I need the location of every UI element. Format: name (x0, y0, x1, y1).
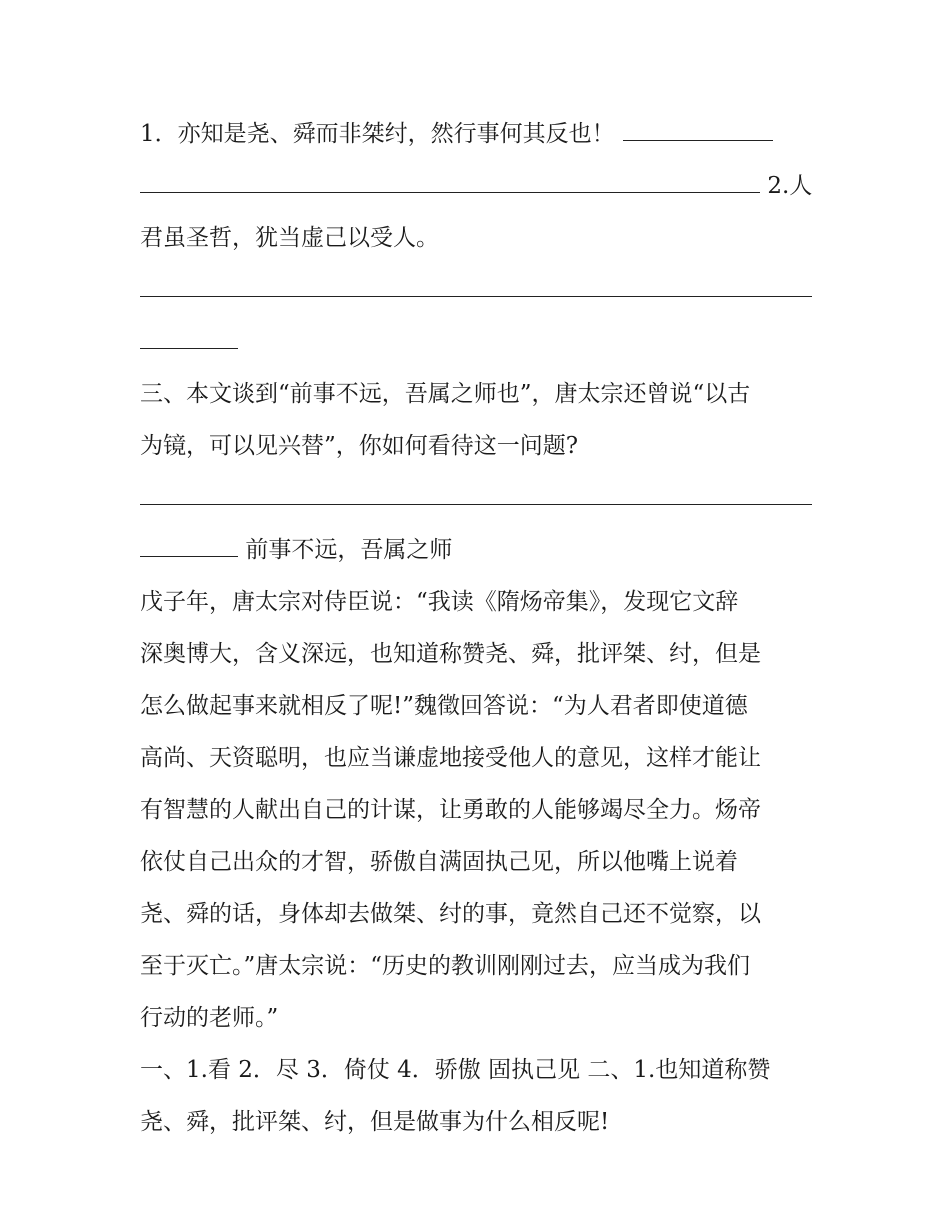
answer-blank[interactable] (140, 316, 238, 349)
question-2-line (140, 212, 812, 264)
translation-text: 戊子年，唐太宗对侍臣说：“我读《隋炀帝集》，发现它文辞 (140, 589, 739, 615)
document-page (140, 108, 812, 1148)
translation-text: 至于灭亡。”唐太宗说：“历史的教训刚刚过去，应当成为我们 (140, 953, 751, 979)
answer-key-line (140, 1096, 812, 1148)
question-2-prefix-line (140, 160, 812, 212)
question-1-line (140, 108, 812, 160)
translation-line (140, 940, 812, 992)
answer-blank[interactable] (140, 472, 812, 505)
translation-text: 高尚、天资聪明，也应当谦虚地接受他人的意见，这样才能让 (140, 745, 761, 771)
question-3-text-line-1: 三、本文谈到“前事不远，吾属之师也”，唐太宗还曾说“以古 (140, 381, 751, 407)
translation-line (140, 680, 812, 732)
translation-text: 行动的老师。” (140, 1005, 279, 1031)
translation-line (140, 732, 812, 784)
answer-blank-line (140, 472, 812, 524)
answer-blank[interactable] (140, 160, 760, 193)
answer-blank[interactable] (140, 264, 812, 297)
translation-title-line (140, 524, 812, 576)
translation-line (140, 836, 812, 888)
translation-text: 有智慧的人献出自己的计谋，让勇敢的人能够竭尽全力。炀帝 (140, 797, 761, 823)
question-1-text: 1．亦知是尧、舜而非桀纣，然行事何其反也！ (140, 121, 615, 147)
answer-key-text-line-1: 一、1.看 2．尽 3．倚仗 4．骄傲 固执己见 二、1.也知道称赞 (140, 1057, 771, 1083)
answer-blank-line (140, 316, 812, 368)
question-2-prefix: 2.人 (767, 173, 812, 199)
answer-key-text-line-2: 尧、舜，批评桀、纣，但是做事为什么相反呢! (140, 1109, 610, 1135)
translation-line (140, 888, 812, 940)
translation-line (140, 576, 812, 628)
translation-title: 前事不远，吾属之师 (245, 537, 453, 563)
question-3-line (140, 420, 812, 472)
translation-text: 怎么做起事来就相反了呢!”魏徵回答说：“为人君者即使道德 (140, 693, 748, 719)
answer-blank[interactable] (140, 524, 238, 557)
translation-line (140, 628, 812, 680)
question-3-text-line-2: 为镜，可以见兴替”，你如何看待这一问题? (140, 433, 579, 459)
translation-line (140, 784, 812, 836)
question-2-text: 君虽圣哲，犹当虚己以受人。 (140, 225, 439, 251)
translation-text: 尧、舜的话，身体却去做桀、纣的事，竟然自己还不觉察，以 (140, 901, 761, 927)
answer-key-line (140, 1044, 812, 1096)
answer-blank-line (140, 264, 812, 316)
translation-text: 依仗自己出众的才智，骄傲自满固执己见，所以他嘴上说着 (140, 849, 738, 875)
translation-text: 深奥博大，含义深远，也知道称赞尧、舜，批评桀、纣，但是 (140, 641, 761, 667)
answer-blank[interactable] (623, 108, 773, 141)
question-3-line (140, 368, 812, 420)
translation-line (140, 992, 812, 1044)
